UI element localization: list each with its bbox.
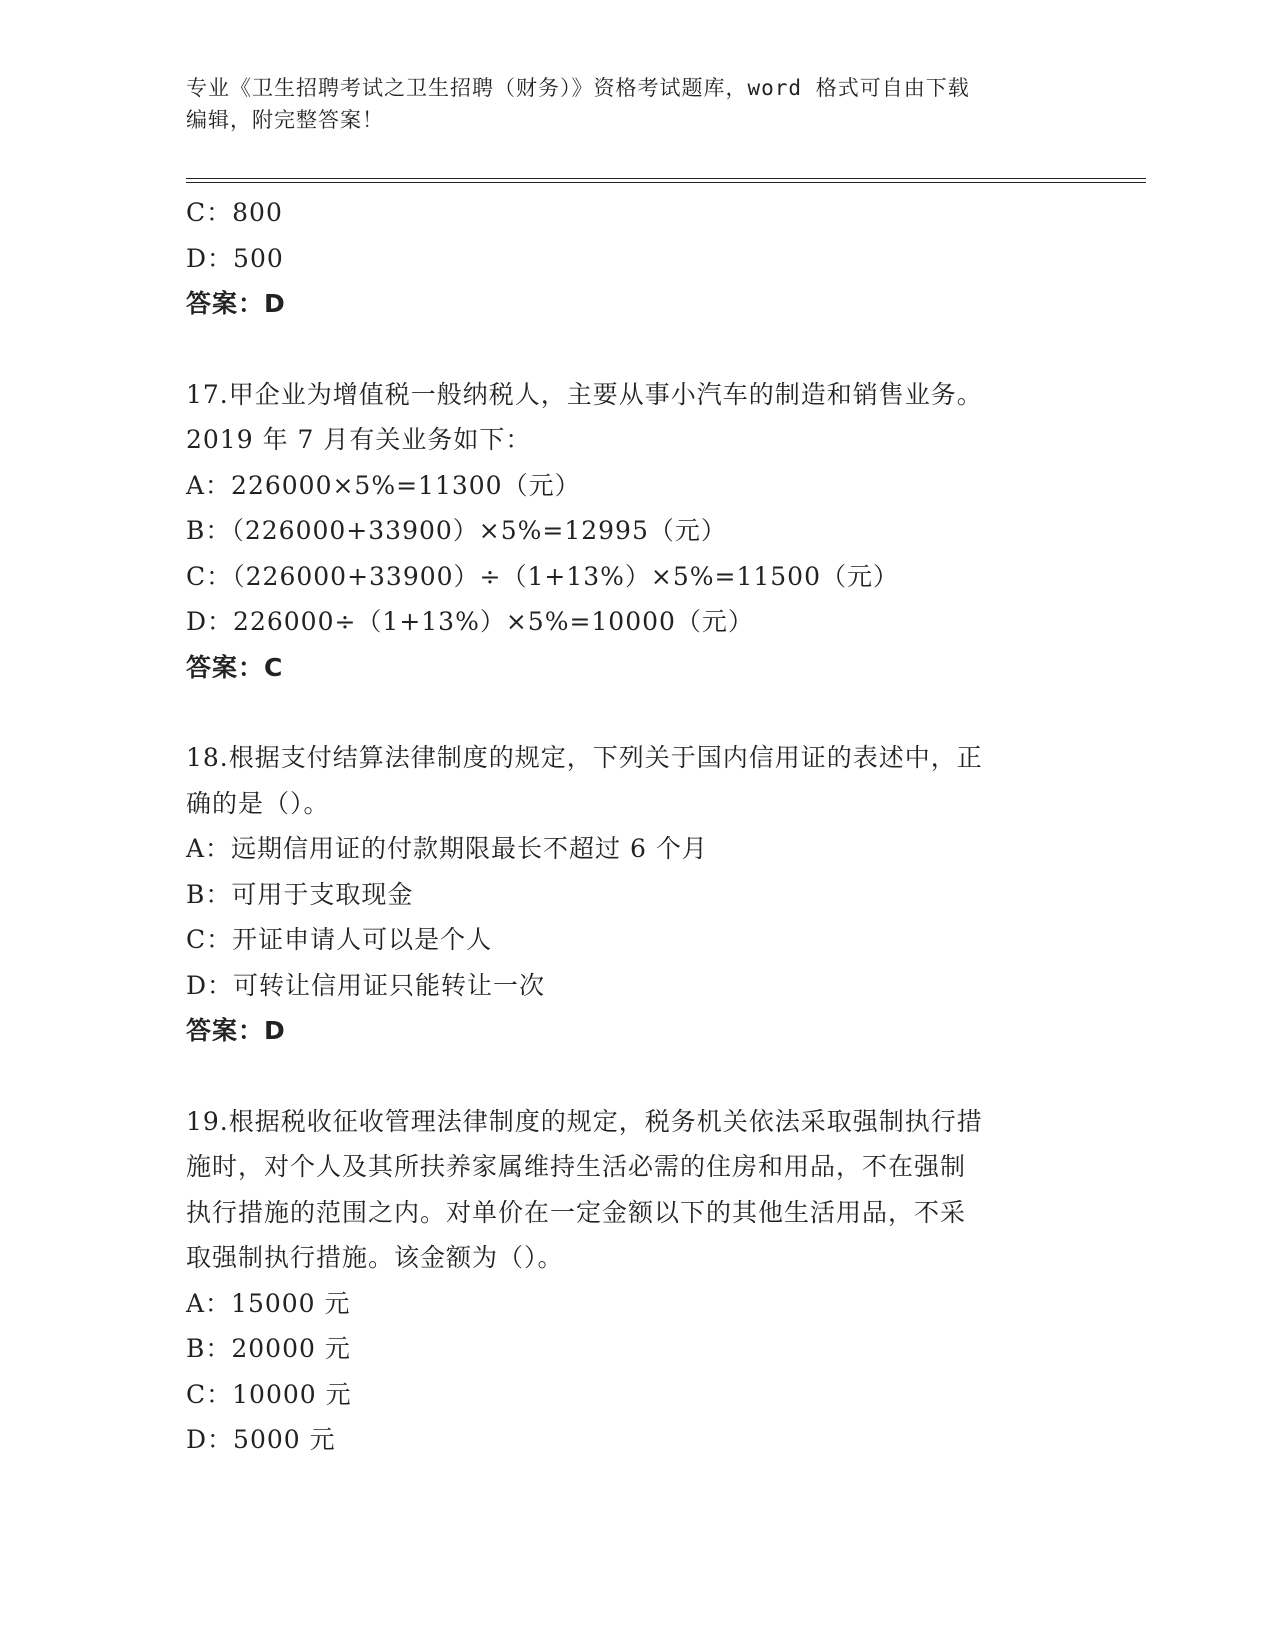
header-line-1: 专业《卫生招聘考试之卫生招聘（财务）》资格考试题库，word 格式可自由下载 [186, 76, 970, 100]
option-b: B：可用于支取现金 [186, 879, 414, 909]
question-text-line: 取强制执行措施。该金额为（）。 [186, 1243, 564, 1272]
question-text-line: 18.根据支付结算法律制度的规定，下列关于国内信用证的表述中，正 [186, 743, 983, 772]
option-c: C：10000 元 [186, 1379, 352, 1409]
question-19 [186, 1099, 1086, 1463]
option-a: A：远期信用证的付款期限最长不超过 6 个月 [186, 834, 708, 863]
question-17 [186, 372, 1086, 691]
option-c: C：开证申请人可以是个人 [186, 925, 493, 954]
page-header [186, 72, 1066, 136]
option-d: D：500 [186, 243, 284, 273]
answer: 答案：C [186, 652, 284, 682]
answer: 答案：D [186, 1016, 286, 1045]
question-text-line: 2019 年 7 月有关业务如下： [186, 425, 532, 454]
question-text-line: 施时，对个人及其所扶养家属维持生活必需的住房和用品，不在强制 [186, 1152, 967, 1181]
option-b: B：20000 元 [186, 1334, 351, 1363]
option-b: B：（226000+33900）×5%=12995（元） [186, 516, 727, 545]
question-content [186, 190, 1086, 1463]
option-d: D：226000÷（1+13%）×5%=10000（元） [186, 607, 754, 636]
prev-question-tail [186, 190, 1086, 327]
option-a: A：226000×5%=11300（元） [186, 470, 581, 500]
header-rule-bottom [186, 182, 1146, 183]
answer: 答案：D [186, 289, 286, 318]
question-18 [186, 735, 1086, 1054]
question-text-line: 19.根据税收征收管理法律制度的规定，税务机关依法采取强制执行措 [186, 1106, 983, 1136]
header-line-2: 编辑，附完整答案！ [186, 108, 384, 132]
header-rule-top [186, 178, 1146, 179]
option-c: C：（226000+33900）÷（1+13%）×5%=11500（元） [186, 561, 899, 591]
question-text-line: 执行措施的范围之内。对单价在一定金额以下的其他生活用品，不采 [186, 1197, 967, 1227]
option-c: C：800 [186, 198, 283, 227]
option-d: D：可转让信用证只能转让一次 [186, 970, 546, 1000]
option-d: D：5000 元 [186, 1425, 336, 1454]
option-a: A：15000 元 [186, 1288, 351, 1318]
question-text-line: 确的是（）。 [186, 788, 330, 818]
question-text-line: 17.甲企业为增值税一般纳税人，主要从事小汽车的制造和销售业务。 [186, 379, 983, 409]
